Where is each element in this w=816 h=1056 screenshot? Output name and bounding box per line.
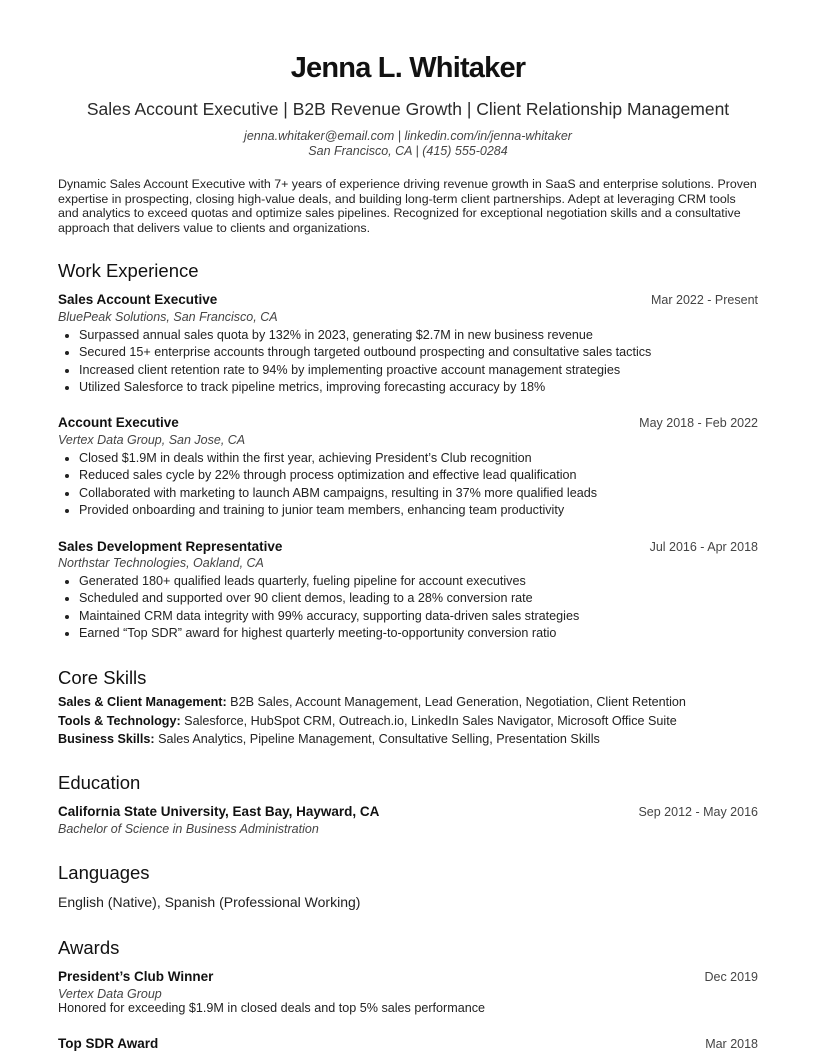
skill-line <box>58 714 758 728</box>
contact-line-email: jenna.whitaker@email.com | linkedin.com/in/jenna-whitaker <box>244 129 572 143</box>
summary: Dynamic Sales Account Executive with 7+ years of experience driving revenue growth in SaaS and enterprise solutions. Proven expertise in prospecting, closing high-value deals, and building long-term client partnerships. Adept at leveraging CRM tools and analytics to exceed quotas and optimize sales pipelines. Recognized for exceptional negotiation skills and a consultative approach that delivers value to clients and organizations. <box>58 177 757 235</box>
job-company: BluePeak Solutions, San Francisco, CA <box>58 310 278 324</box>
award-title: Top SDR Award <box>58 1036 159 1051</box>
section-title-skills: Core Skills <box>58 667 147 688</box>
job-dates: May 2018 - Feb 2022 <box>639 416 758 430</box>
section-title-languages: Languages <box>58 862 150 883</box>
job-bullet: • Closed $1.9M in deals within the first year, achieving President’s Club recognition <box>79 450 758 467</box>
skill-value: Salesforce, HubSpot CRM, Outreach.io, LinkedIn Sales Navigator, Microsoft Office Suite <box>180 714 677 728</box>
job-bullet: • Generated 180+ qualified leads quarterly, fueling pipeline for account executives <box>79 573 758 590</box>
job-dates: Jul 2016 - Apr 2018 <box>649 540 758 554</box>
job-bullet: • Collaborated with marketing to launch ABM campaigns, resulting in 37% more qualified leads <box>79 485 758 502</box>
award-date: Mar 2018 <box>705 1037 758 1051</box>
skill-value: B2B Sales, Account Management, Lead Generation, Negotiation, Client Retention <box>226 695 686 709</box>
job-bullets <box>58 450 758 520</box>
languages-text: English (Native), Spanish (Professional Working) <box>58 894 361 910</box>
candidate-name: Jenna L. Whitaker <box>290 52 526 84</box>
job-bullet: • Maintained CRM data integrity with 99% accuracy, supporting data-driven sales strategies <box>79 608 758 625</box>
job-bullet: • Utilized Salesforce to track pipeline metrics, improving forecasting accuracy by 18% <box>79 379 758 396</box>
skill-line <box>58 695 758 709</box>
skill-line <box>58 732 758 746</box>
award-org: Vertex Data Group <box>58 987 162 1001</box>
job-dates: Mar 2022 - Present <box>651 293 758 307</box>
degree: Bachelor of Science in Business Administration <box>58 822 319 836</box>
job-bullet: • Earned “Top SDR” award for highest quarterly meeting-to-opportunity conversion ratio <box>79 625 758 642</box>
job-title: Sales Account Executive <box>58 292 218 307</box>
job-bullets <box>58 327 758 397</box>
skill-label: Sales & Client Management: <box>58 695 227 709</box>
skill-value: Sales Analytics, Pipeline Management, Consultative Selling, Presentation Skills <box>154 732 600 746</box>
award-description: Honored for exceeding $1.9M in closed deals and top 5% sales performance <box>58 1001 486 1015</box>
job-bullets <box>58 573 758 643</box>
school-name: California State University, East Bay, Hayward, CA <box>58 804 380 819</box>
job-title: Account Executive <box>58 415 179 430</box>
section-title-education: Education <box>58 772 141 793</box>
contact-line-location: San Francisco, CA | (415) 555-0284 <box>308 144 508 158</box>
job-bullet: • Increased client retention rate to 94% by implementing proactive account management strategies <box>79 362 758 379</box>
job-bullet: • Surpassed annual sales quota by 132% in 2023, generating $2.7M in new business revenue <box>79 327 758 344</box>
headline: Sales Account Executive | B2B Revenue Growth | Client Relationship Management <box>86 99 730 119</box>
section-title-awards: Awards <box>58 937 120 958</box>
job-bullet: • Provided onboarding and training to junior team members, enhancing team productivity <box>79 502 758 519</box>
job-company: Northstar Technologies, Oakland, CA <box>58 556 264 570</box>
job-bullet: • Reduced sales cycle by 22% through process optimization and effective lead qualification <box>79 467 758 484</box>
skill-label: Business Skills: <box>58 732 155 746</box>
award-title: President’s Club Winner <box>58 969 214 984</box>
job-title: Sales Development Representative <box>58 539 283 554</box>
education-dates: Sep 2012 - May 2016 <box>638 805 758 819</box>
skill-label: Tools & Technology: <box>58 714 181 728</box>
job-company: Vertex Data Group, San Jose, CA <box>58 433 246 447</box>
job-bullet: • Secured 15+ enterprise accounts through targeted outbound prospecting and consultative sales tactics <box>79 344 758 361</box>
job-bullet: • Scheduled and supported over 90 client demos, leading to a 28% conversion rate <box>79 590 758 607</box>
section-title-experience: Work Experience <box>58 260 199 281</box>
award-date: Dec 2019 <box>704 970 758 984</box>
